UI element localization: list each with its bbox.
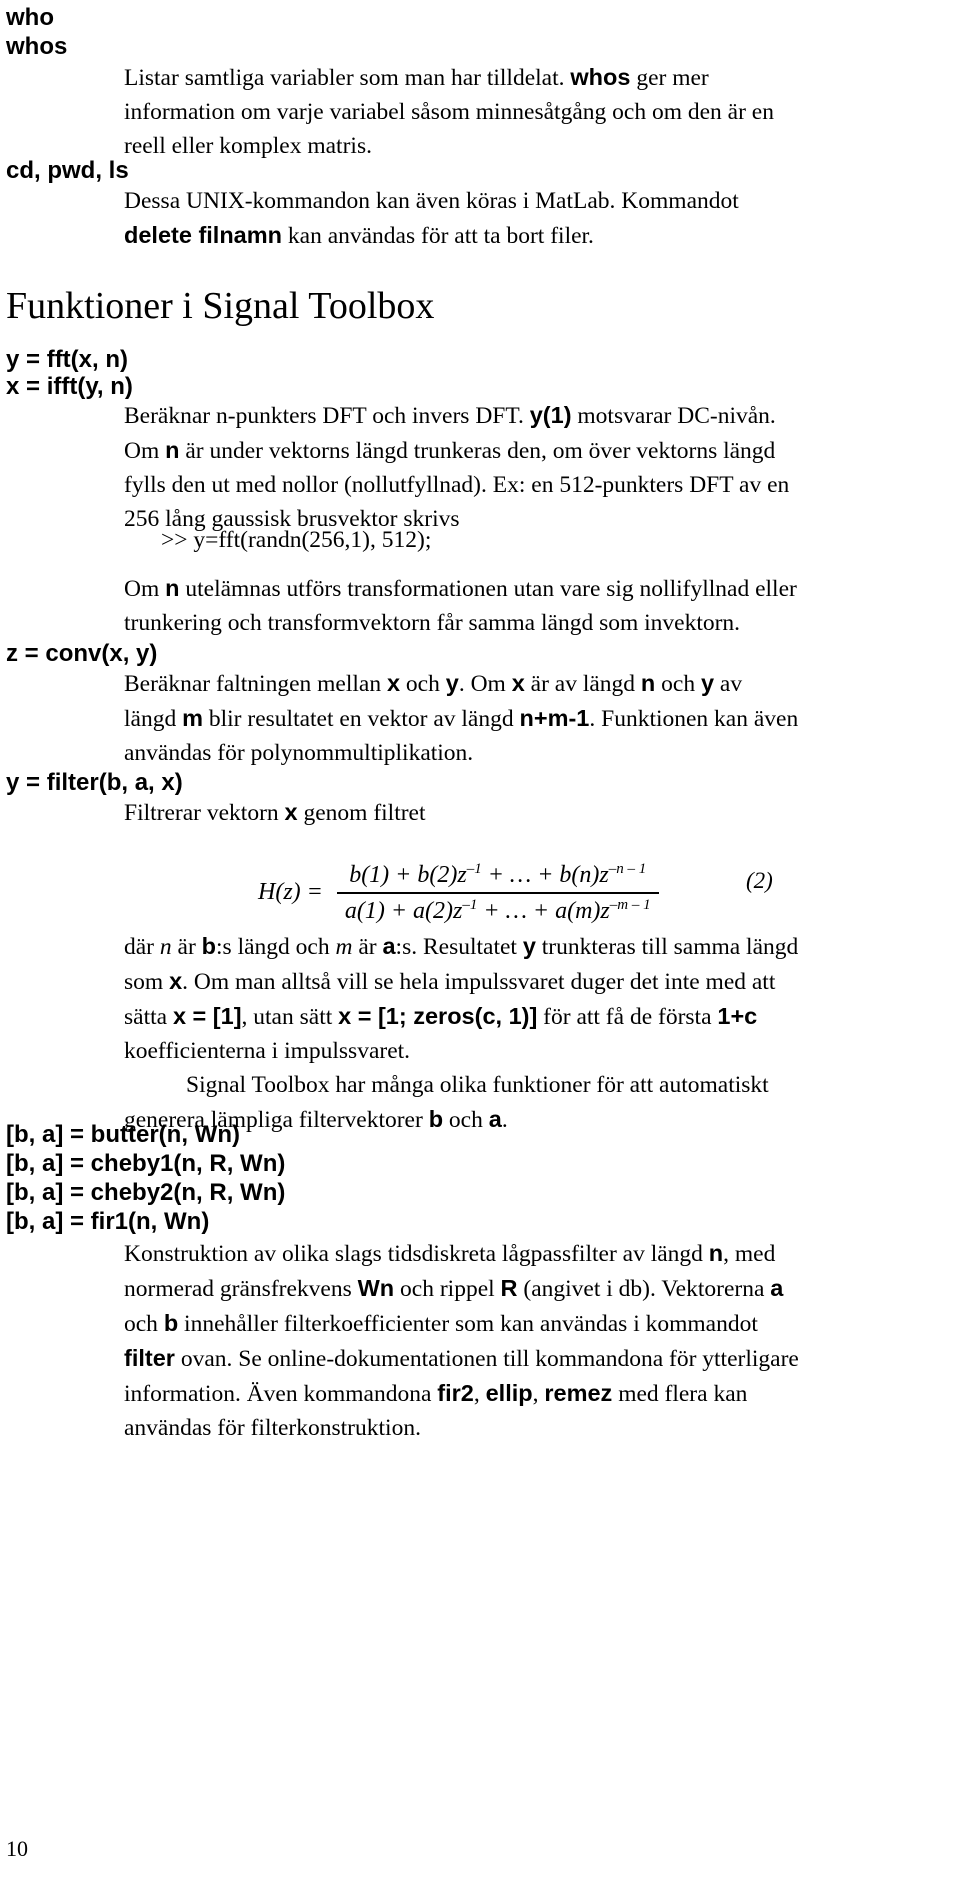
command-butter: [b, a] = butter(n, Wn) [6,1121,240,1148]
command-cd-pwd-ls: cd, pwd, ls [6,157,129,184]
whos-description: Listar samtliga variabler som man har tilldelat. whos ger mer information om varje variabel såsom minnesåtgång och om den är en reell eller komplex matris. [124,64,774,159]
conv-description: Beräknar faltningen mellan x och y. Om x är av längd n och y av längd m blir resultatet en vektor av längd n+m-1. Funktionen kan även användas för polynommultiplikation. [124,670,799,766]
command-fft: y = fft(x, n) [6,346,129,373]
command-who: who [6,4,54,31]
page-number: 10 [6,1836,28,1861]
command-ifft: x = ifft(y, n) [6,373,133,400]
fft-example-code: >> y=fft(randn(256,1), 512); [161,527,432,553]
equation-denominator: $a(1) + a(2)z^{-1}$ + … + $a(m)z^{-m - 1}$ [344,896,651,924]
equation-number: (2) [746,868,773,893]
fft-note: Om n utelämnas utförs transformationen utan vare sig nollifyllnad eller trunkering och transformvektorn får samma längd som invektorn. [124,575,797,636]
filter-design-description: Konstruktion av olika slags tidsdiskreta lågpassfilter av längd n, med normerad gränsfrekvens Wn och rippel R (angivet i db). Vektorerna a och b innehåller filterkoefficienter som kan användas i kommandot filter ovan. Se online-dokumentationen till kommandona för ytterligare information. Även kommandona fir2, ellip, remez med flera kan användas för filterkonstruktion. [124,1240,799,1441]
equation-fraction [337,858,659,928]
filter-explanation: där n är b:s längd och m är a:s. Resultatet y trunkteras till samma längd som x. Om man alltså vill se hela impulssvaret duger det inte med att sätta x = [1], utan sätt x = [1; zeros(c, 1)] för att få de första 1+c koefficienterna i impulssvaret. Signal Toolbox har många olika funktioner för att automatiskt generera lämpliga filtervektorer b och a. [124,933,799,1133]
transfer-function-equation [258,858,659,928]
command-whos: whos [6,33,68,60]
command-fir1: [b, a] = fir1(n, Wn) [6,1208,210,1235]
unix-description: Dessa UNIX-kommandon kan även köras i MatLab. Kommandot delete filnamn kan användas för att ta bort filer. [124,188,739,249]
command-cheby1: [b, a] = cheby1(n, R, Wn) [6,1150,286,1177]
command-conv: z = conv(x, y) [6,640,158,667]
command-cheby2: [b, a] = cheby2(n, R, Wn) [6,1179,286,1206]
equation-lhs: H(z) = [258,879,323,906]
command-filter: y = filter(b, a, x) [6,769,183,796]
section-heading: Funktioner i Signal Toolbox [6,285,435,327]
filter-intro: Filtrerar vektorn x genom filtret [124,799,426,826]
equation-numerator: $b(1) + b(2)z^{-1}$ + … + $b(n)z^{-n - 1}$ [349,861,647,888]
fft-description: Beräknar n-punkters DFT och invers DFT. y(1) motsvarar DC-nivån. Om n är under vektorns längd trunkeras den, om över vektorns längd fylls den ut med nollor (nollutfyllnad). Ex: en 512-punkters DFT av en 256 lång gaussisk brusvektor skrivs [124,402,790,532]
